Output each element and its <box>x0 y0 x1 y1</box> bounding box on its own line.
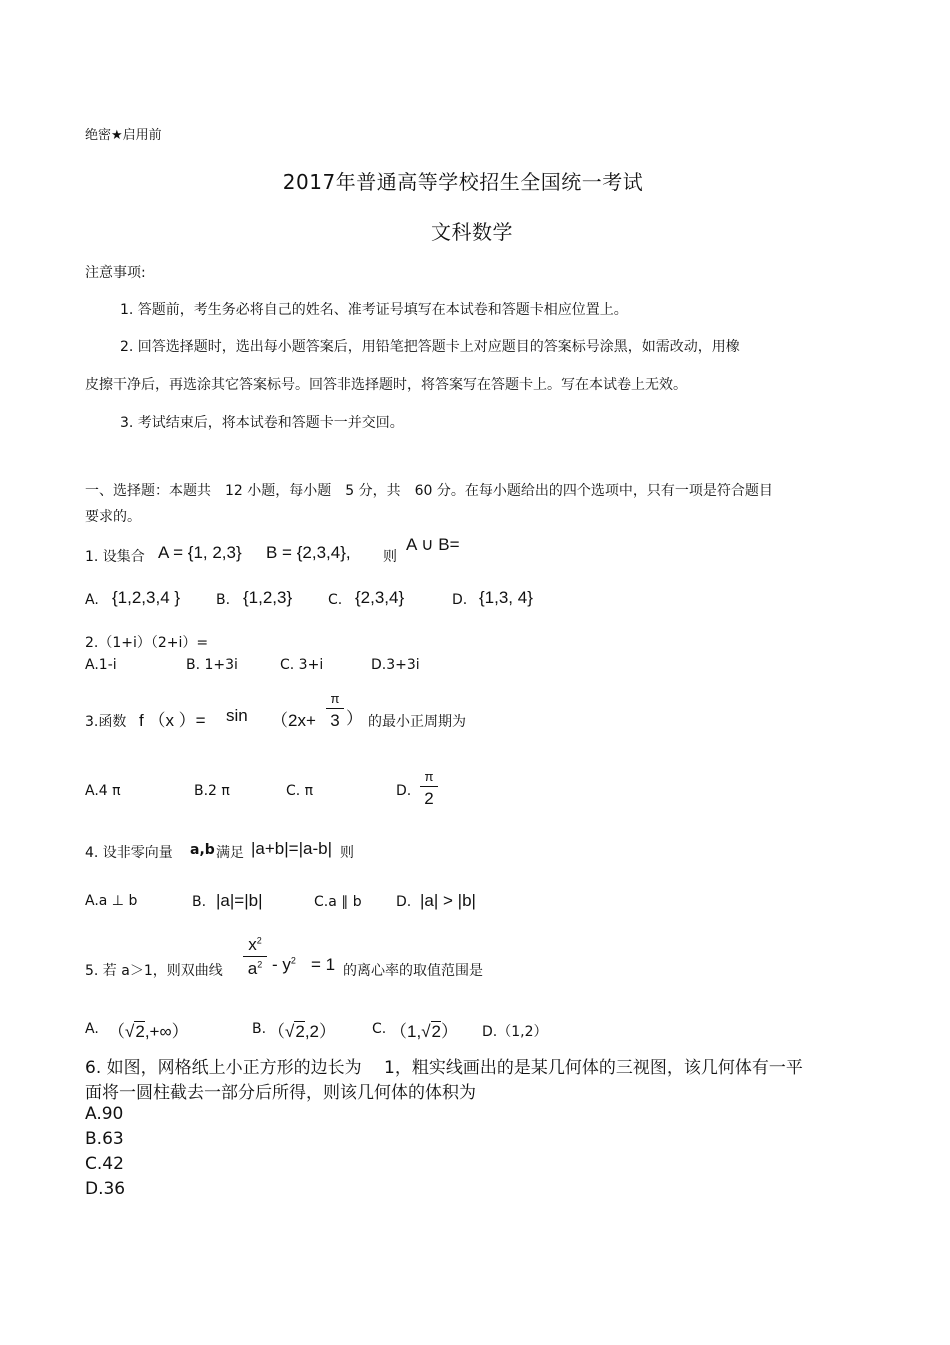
q5-fraction-bar <box>243 956 267 957</box>
q1-option-c-label: C. <box>328 592 343 608</box>
subject-title: 文科数学 <box>431 220 513 244</box>
q5-y-square: 2 <box>290 955 296 966</box>
q5-option-b-radicand: 2 <box>295 1022 305 1041</box>
q5-option-b-radical: √ <box>285 1022 295 1041</box>
q1-set-b: B = {2,3,4}, <box>266 543 351 562</box>
q3-option-b: B.2 π <box>194 783 230 799</box>
q1-expression: A ∪ B= <box>406 535 460 554</box>
q5-option-a <box>108 1017 189 1042</box>
exam-title: 2017年普通高等学校招生全国统一考试 <box>282 170 644 194</box>
q6-option-a: A.90 <box>85 1104 124 1124</box>
q3-option-d-numerator: π <box>424 769 434 784</box>
notice-item-1: 1. 答题前，考生务必将自己的姓名、准考证号填写在本试卷和答题卡相应位置上。 <box>120 302 628 318</box>
q3-lead: 3.函数 <box>85 714 127 730</box>
q1-option-d-label: D. <box>452 592 468 608</box>
q2-option-a: A.1-i <box>85 657 117 673</box>
q5-option-a-label: A. <box>85 1021 99 1037</box>
q3-tail: 的最小正周期为 <box>368 714 466 730</box>
q4-then: 则 <box>340 845 354 861</box>
q3-pi-over-3 <box>326 692 344 729</box>
q6-option-b: B.63 <box>85 1129 124 1149</box>
q1-option-a: {1,2,3,4 } <box>112 588 181 607</box>
q5-lead: 5. 若 a＞1，则双曲线 <box>85 963 223 979</box>
q1-option-d: {1,3, 4} <box>479 588 533 607</box>
q5-x: x <box>248 935 257 954</box>
q5-equals-one: = 1 <box>311 955 336 974</box>
q4-condition-word: 满足 <box>216 845 244 861</box>
q5-numerator <box>243 936 267 953</box>
section-intro-line-1: 一、选择题：本题共 12 小题，每小题 5 分，共 60 分。在每小题给出的四个选项中，只有一项是符合题目 <box>85 483 773 499</box>
q4-option-d-label: D. <box>396 894 412 910</box>
section-intro-line-2: 要求的。 <box>85 509 141 525</box>
q3-option-d-bar <box>420 786 438 787</box>
q4-option-a: A.a ⊥ b <box>85 893 138 909</box>
q1-option-c: {2,3,4} <box>355 588 405 607</box>
q5-option-a-radicand: 2 <box>135 1022 145 1041</box>
q6-option-c: C.42 <box>85 1154 124 1174</box>
q1-option-b: {1,2,3} <box>243 588 293 607</box>
q3-argument-close: ） <box>346 709 363 728</box>
q5-option-b-open: （ <box>268 1022 285 1041</box>
q5-a-square: 2 <box>257 959 263 970</box>
q3-option-a: A.4 π <box>85 783 121 799</box>
q1-set-a: A = {1, 2,3} <box>158 543 242 562</box>
q4-option-b: |a|=|b| <box>216 891 263 910</box>
q5-option-a-radical: √ <box>125 1022 135 1041</box>
q3-fraction-numerator: π <box>330 691 340 706</box>
notice-item-2-line-2: 皮擦干净后，再选涂其它答案标号。回答非选择题时，将答案写在答题卡上。写在本试卷上无效。 <box>85 377 687 393</box>
q1-option-a-label: A. <box>85 592 99 608</box>
secret-mark: 绝密★启用前 <box>85 128 162 143</box>
q5-x2-over-a2 <box>243 936 267 977</box>
q5-x-square: 2 <box>256 935 262 946</box>
q3-option-c: C. π <box>286 783 314 799</box>
notice-heading: 注意事项: <box>85 265 146 281</box>
q6-option-d: D.36 <box>85 1179 126 1199</box>
q2-stem: 2.（1+i）（2+i）= <box>85 635 209 651</box>
q4-option-d: |a| > |b| <box>420 891 476 910</box>
q1-option-b-label: B. <box>216 592 231 608</box>
q4-option-c: C.a ∥ b <box>314 894 362 910</box>
q5-option-c-radical: √ <box>421 1022 431 1041</box>
q5-option-b-rest: ,2） <box>304 1022 336 1041</box>
notice-item-2-line-1: 2. 回答选择题时，选出每小题答案后，用铅笔把答题卡上对应题目的答案标号涂黑，如需改动，用橡 <box>120 339 740 355</box>
q3-option-d-label: D. <box>396 783 412 799</box>
q4-condition: |a+b|=|a-b| <box>251 839 332 858</box>
q5-option-c <box>390 1017 458 1042</box>
q5-option-a-rest: ,+∞） <box>144 1022 189 1041</box>
q4-lead: 4. 设非零向量 <box>85 845 173 861</box>
q5-option-c-rest: ） <box>441 1022 458 1041</box>
q6-stem-line-1: 6. 如图，网格纸上小正方形的边长为 1，粗实线画出的是某几何体的三视图，该几何体有一平 <box>85 1058 803 1078</box>
q5-minus-y <box>272 955 296 975</box>
q5-option-a-open: （ <box>108 1022 125 1041</box>
q1-then: 则 <box>383 549 397 565</box>
page-title <box>0 166 950 195</box>
q5-option-c-label: C. <box>372 1021 387 1037</box>
q1-lead: 1. 设集合 <box>85 549 145 565</box>
q5-option-d: D.（1,2） <box>482 1024 548 1040</box>
q5-denominator <box>243 960 267 977</box>
q2-option-b: B. 1+3i <box>186 657 238 673</box>
notice-item-3: 3. 考试结束后，将本试卷和答题卡一并交回。 <box>120 415 404 431</box>
q5-y: - y <box>272 955 291 974</box>
q5-a: a <box>247 959 258 978</box>
q3-sin: sin <box>226 706 248 725</box>
q3-function: f （x ）= <box>139 711 206 730</box>
q4-option-b-label: B. <box>192 894 207 910</box>
q5-option-c-open: （1, <box>390 1022 422 1041</box>
q3-argument-open: （2x+ <box>271 711 316 730</box>
q3-fraction-bar <box>326 708 344 709</box>
q3-option-d-fraction <box>420 770 438 807</box>
q4-vectors: a,b <box>190 842 215 858</box>
q5-tail: 的离心率的取值范围是 <box>343 963 483 979</box>
q3-fraction-denominator: 3 <box>330 711 340 730</box>
q5-option-b <box>268 1017 336 1042</box>
q2-option-c: C. 3+i <box>280 657 324 673</box>
q6-stem-line-2: 面将一圆柱截去一部分后所得，则该几何体的体积为 <box>85 1083 476 1103</box>
q3-option-d-denominator: 2 <box>424 789 434 808</box>
q5-option-b-label: B. <box>252 1021 267 1037</box>
q5-option-c-radicand: 2 <box>431 1022 441 1041</box>
page-subtitle <box>0 216 950 245</box>
q2-option-d: D.3+3i <box>371 657 420 673</box>
